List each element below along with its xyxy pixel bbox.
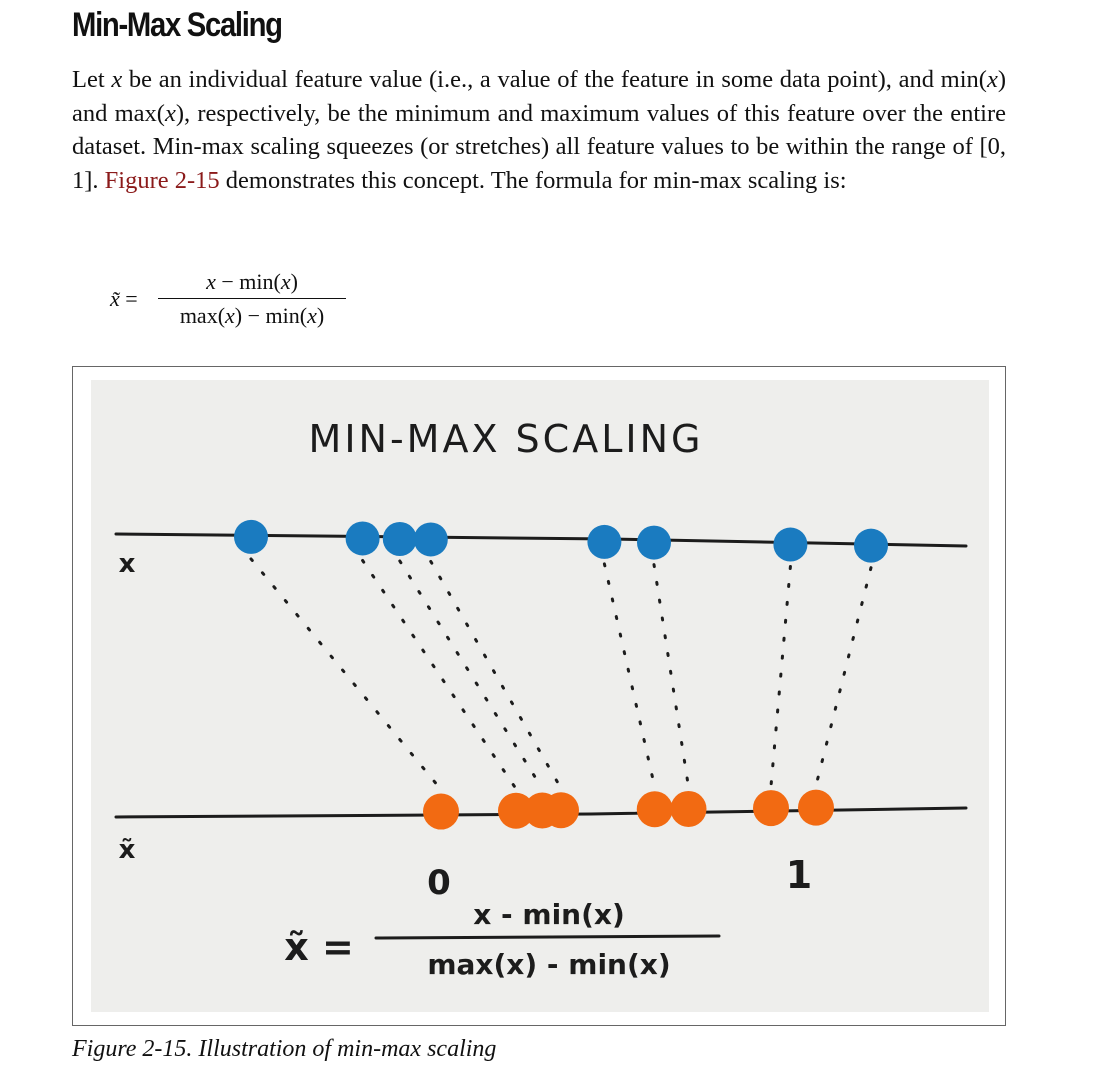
scaled-point-1 (423, 794, 459, 830)
formula-lhs (110, 286, 138, 312)
drawn-formula-denominator: max(x) - min(x) (427, 948, 671, 981)
top-axis-label: x (118, 549, 136, 579)
formula-var: x (280, 269, 291, 294)
formula-var: x (225, 303, 235, 328)
illustration-title: MIN-MAX SCALING (308, 417, 704, 461)
figure-reference-link[interactable]: Figure 2-15 (104, 166, 220, 194)
formula-text: ) − min( (234, 303, 308, 328)
formula-text: max( (179, 303, 226, 328)
para-text: be an individual feature value (i.e., a value of the feature in some data point), and min( (122, 66, 987, 93)
var-x: x (986, 66, 998, 93)
drawn-formula-lhs: x̃ = (284, 925, 354, 969)
formula-var: x (307, 303, 317, 328)
formula-fraction (158, 268, 346, 330)
scaled-point-6 (671, 791, 707, 827)
min-max-illustration (91, 380, 989, 1012)
section-heading: Min-Max Scaling (72, 6, 282, 44)
formula-equals: = (125, 286, 138, 311)
scaled-point-7 (753, 790, 789, 826)
original-point-1 (234, 520, 268, 554)
fraction-bar (158, 298, 346, 299)
formula-x-tilde: x̃ (110, 286, 120, 311)
original-point-4 (414, 522, 448, 556)
var-x: x (164, 99, 176, 127)
original-point-7 (773, 528, 807, 562)
original-point-2 (346, 521, 380, 555)
scaled-point-5 (637, 791, 673, 827)
formula-text: ) (290, 269, 298, 294)
formula-numerator (158, 268, 346, 296)
figure-caption: Figure 2-15. Illustration of min-max scaling (72, 1036, 497, 1062)
formula-text: ) (316, 303, 325, 328)
para-text: ) and max( (72, 66, 1006, 127)
scaled-point-4 (543, 792, 579, 828)
original-point-5 (587, 525, 621, 559)
para-text: demonstrates this concept. The formula for min-max scaling is: (219, 166, 847, 194)
formula-var: x (206, 269, 216, 294)
drawn-formula-numerator: x - min(x) (473, 898, 625, 931)
drawn-fraction-bar (376, 936, 719, 938)
scaled-point-8 (798, 790, 834, 826)
original-point-8 (854, 529, 888, 563)
body-paragraph (72, 63, 1006, 197)
original-point-6 (637, 526, 671, 560)
tick-label-one: 1 (785, 853, 813, 897)
figure-frame (72, 366, 1006, 1026)
tick-label-zero: 0 (427, 863, 451, 903)
para-text: ), respectively, be the minimum and maximum values of this feature over the entire dataset. Min-max scaling squeezes (or stretches) all feature values to be within the range of [0, 1]. (72, 99, 1006, 194)
var-x: x (111, 66, 123, 93)
formula-text: − min( (215, 269, 281, 294)
bottom-axis-label: x̃ (118, 835, 136, 865)
para-text: Let (72, 66, 112, 93)
formula-denominator (158, 302, 346, 330)
original-point-3 (383, 522, 417, 556)
